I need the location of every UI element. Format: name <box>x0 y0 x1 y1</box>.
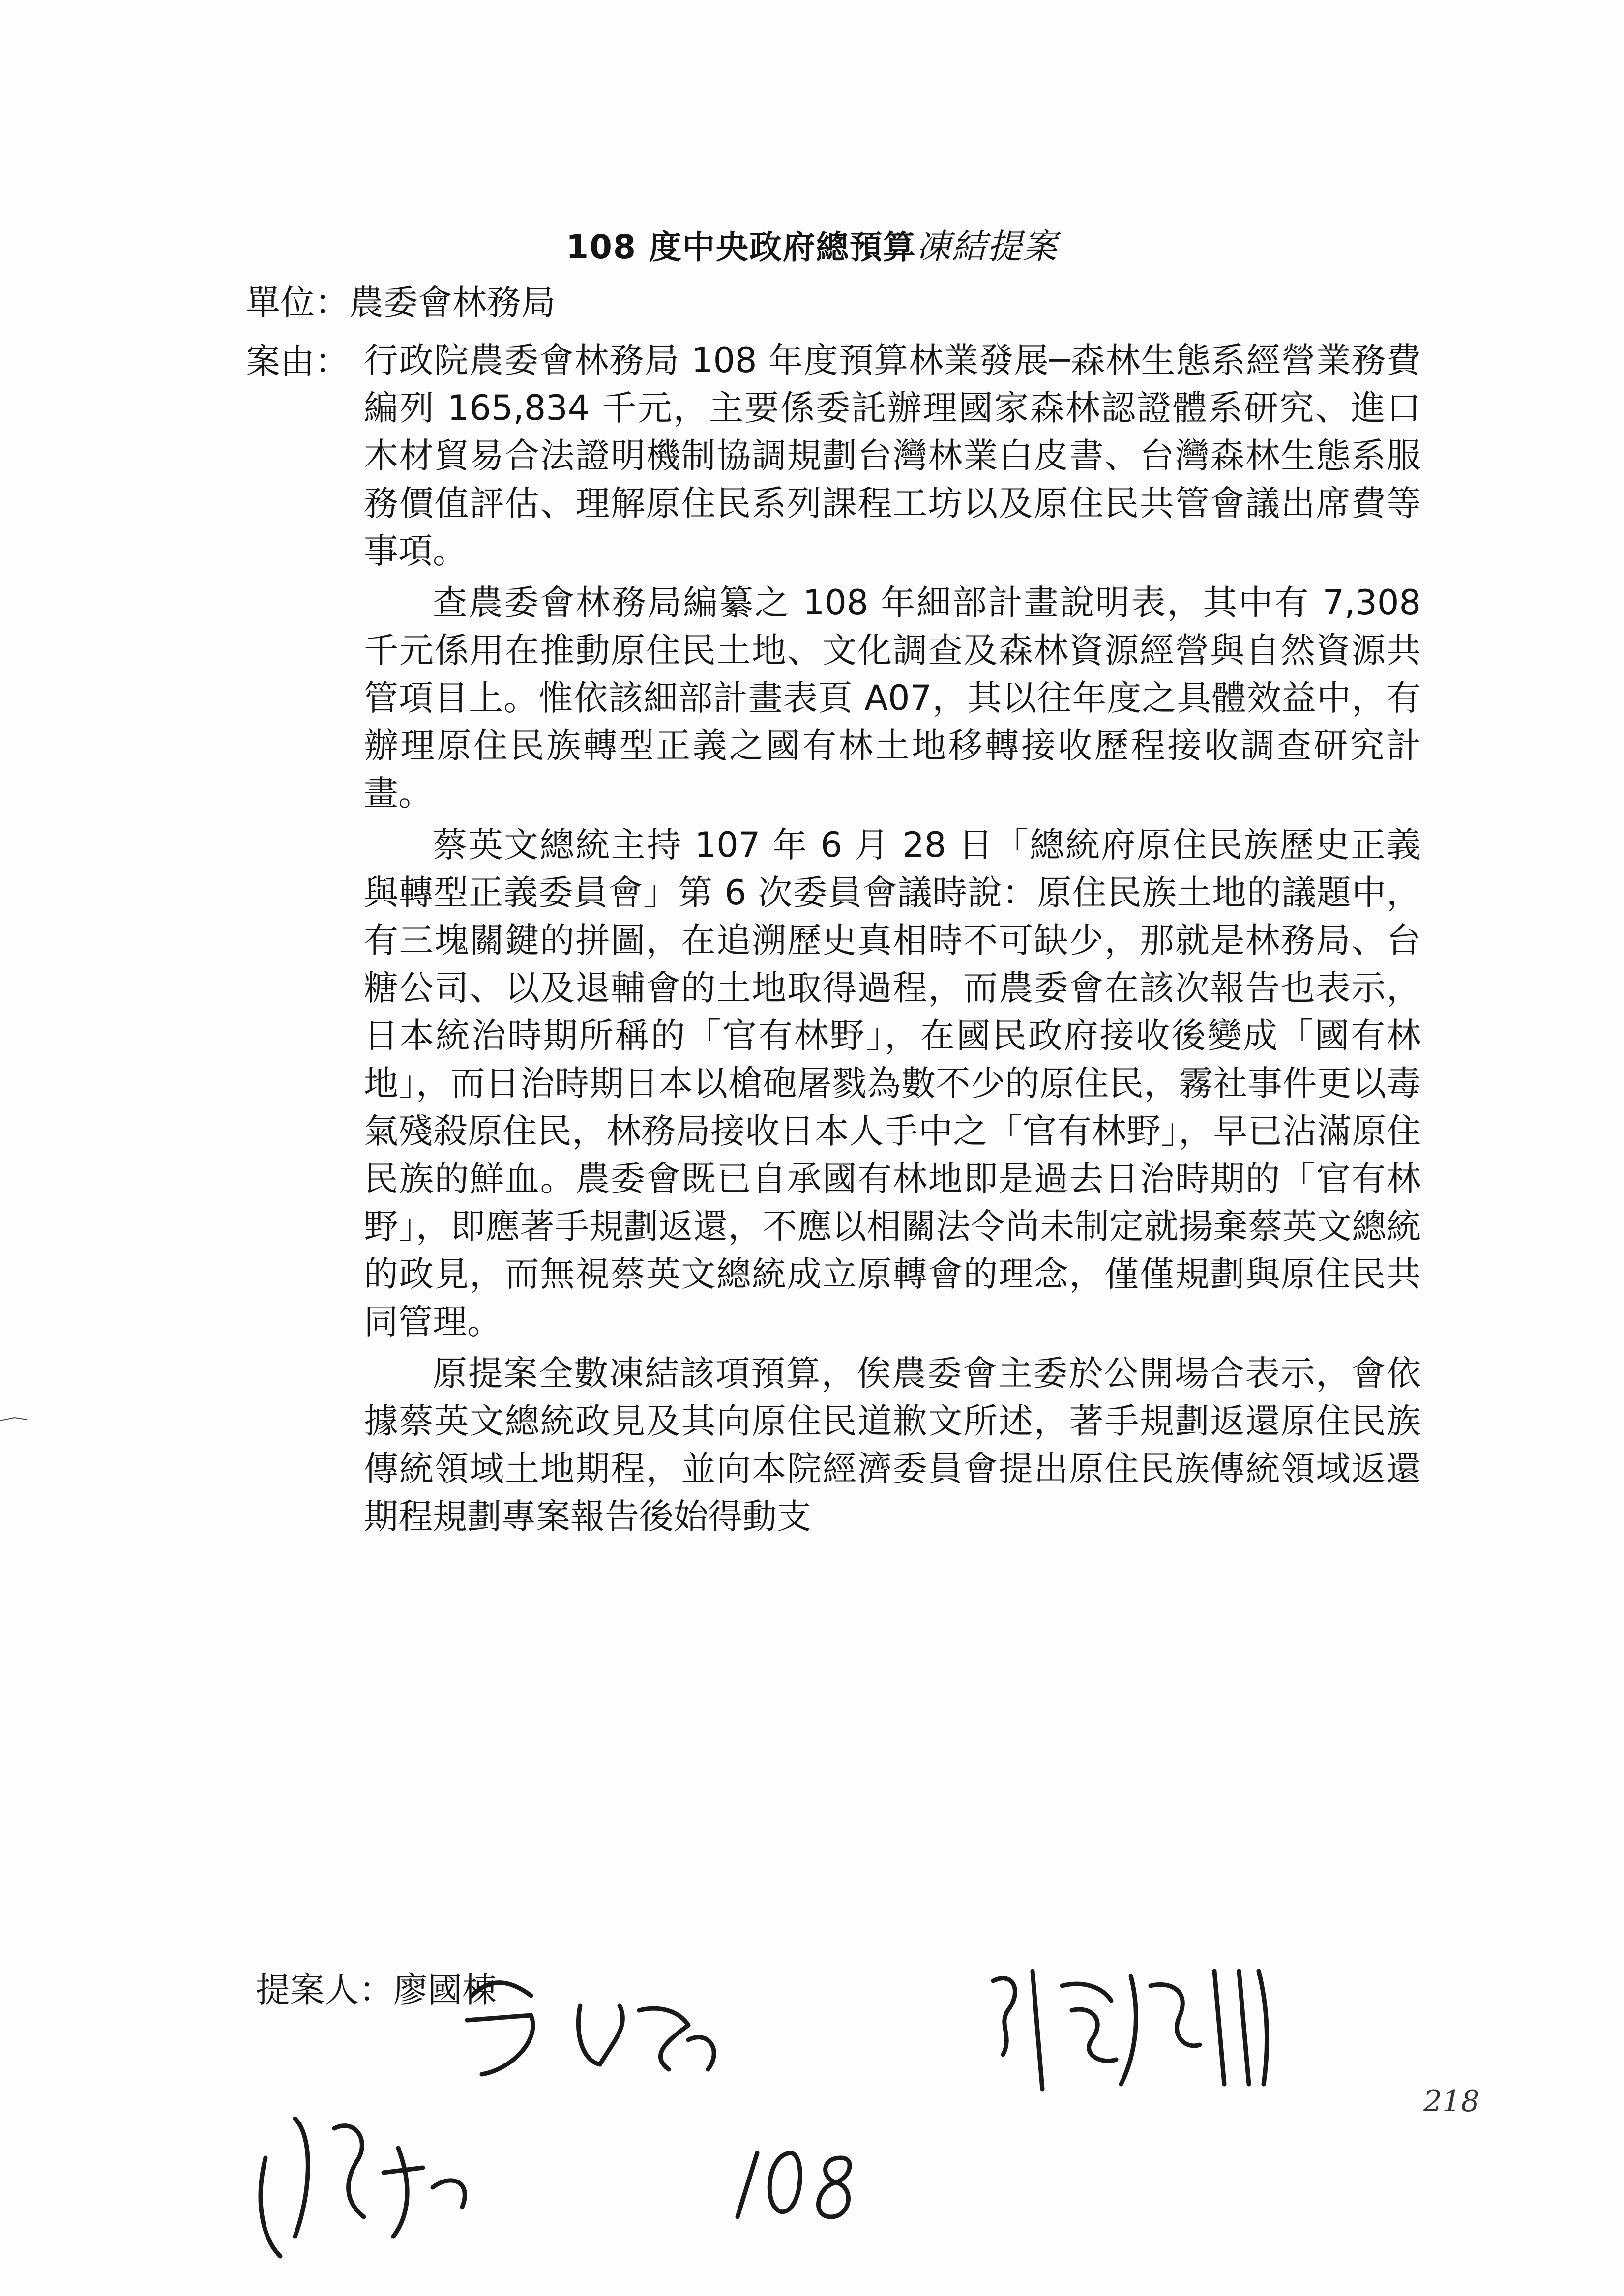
reason-paragraph-3: 蔡英文總統主持 107 年 6 月 28 日「總統府原住民族歷史正義與轉型正義委員會」第 6 次委員會議時說：原住民族土地的議題中，有三塊關鍵的拼圖，在追溯歷史真相時不可缺少，那就是林務局、台糖公司、以及退輔會的土地取得過程，而農委會在該次報告也表示，日本統治時期所稱的「官有林野」，在國民政府接收後變成「國有林地」，而日治時期日本以槍砲屠戮為數不少的原住民，霧社事件更以毒氣殘殺原住民，林務局接收日本人手中之「官有林野」，早已沾滿原住民族的鮮血。農委會既已自承國有林地即是過去日治時期的「官有林野」，即應著手規劃返還，不應以相關法令尚未制定就揚棄蔡英文總統的政見，而無視蔡英文總統成立原轉會的理念，僅僅規劃與原住民共同管理。 <box>364 825 1421 1342</box>
reason-paragraph-2: 查農委會林務局編纂之 108 年細部計畫說明表，其中有 7,308 千元係用在推動原住民土地、文化調查及森林資源經營與自然資源共管項目上。惟依該細部計畫表頁 A07，其以往年度之具體效益中，有辦理原住民族轉型正義之國有林土地移轉接收歷程接收調查研究計畫。 <box>364 582 1421 814</box>
title-printed: 108 度中央政府總預算 <box>566 228 916 266</box>
unit-label: 單位： <box>246 282 349 322</box>
reason-paragraph-4: 原提案全數凍結該項預算，俟農委會主委於公開場合表示，會依據蔡英文總統政見及其向原住民道歉文所述，著手規劃返還原住民族傳統領域土地期程，並向本院經濟委員會提出原住民族傳統領域返還期程規劃專案報告後始得動支 <box>364 1353 1421 1537</box>
proposer-label: 提案人： <box>256 1970 393 2010</box>
document-title <box>0 219 1624 268</box>
reason-paragraph-1: 行政院農委會林務局 108 年度預算林業發展─森林生態系經營業務費編列 165,834 千元，主要係委託辦理國家森林認證體系研究、進口木材貿易合法證明機制協調規劃台灣林業白皮書、台灣森林生態系服務價值評估、理解原住民系列課程工坊以及原住民共管會議出席費等事項。 <box>364 340 1421 571</box>
handwritten-108 <box>738 2153 850 2217</box>
margin-mark <box>0 1411 30 1430</box>
signatures-area <box>236 1942 1564 2286</box>
reason-label: 案由： <box>246 341 349 381</box>
handwritten-number-text: 108 <box>747 2223 757 2228</box>
reason-body <box>364 337 1421 1540</box>
title-handwritten: 凍結提案 <box>916 226 1058 266</box>
page-number: 218 <box>1423 2084 1480 2119</box>
reason-label-row <box>246 337 349 386</box>
proposer-name: 廖國棟 <box>393 1970 497 2010</box>
unit-value: 農委會林務局 <box>349 282 556 322</box>
unit-row <box>246 278 556 327</box>
signature-3 <box>993 1971 1267 2089</box>
signature-1 <box>261 2119 465 2256</box>
handwritten-signatures <box>236 1942 1564 2286</box>
signature-2 <box>467 1983 714 2074</box>
